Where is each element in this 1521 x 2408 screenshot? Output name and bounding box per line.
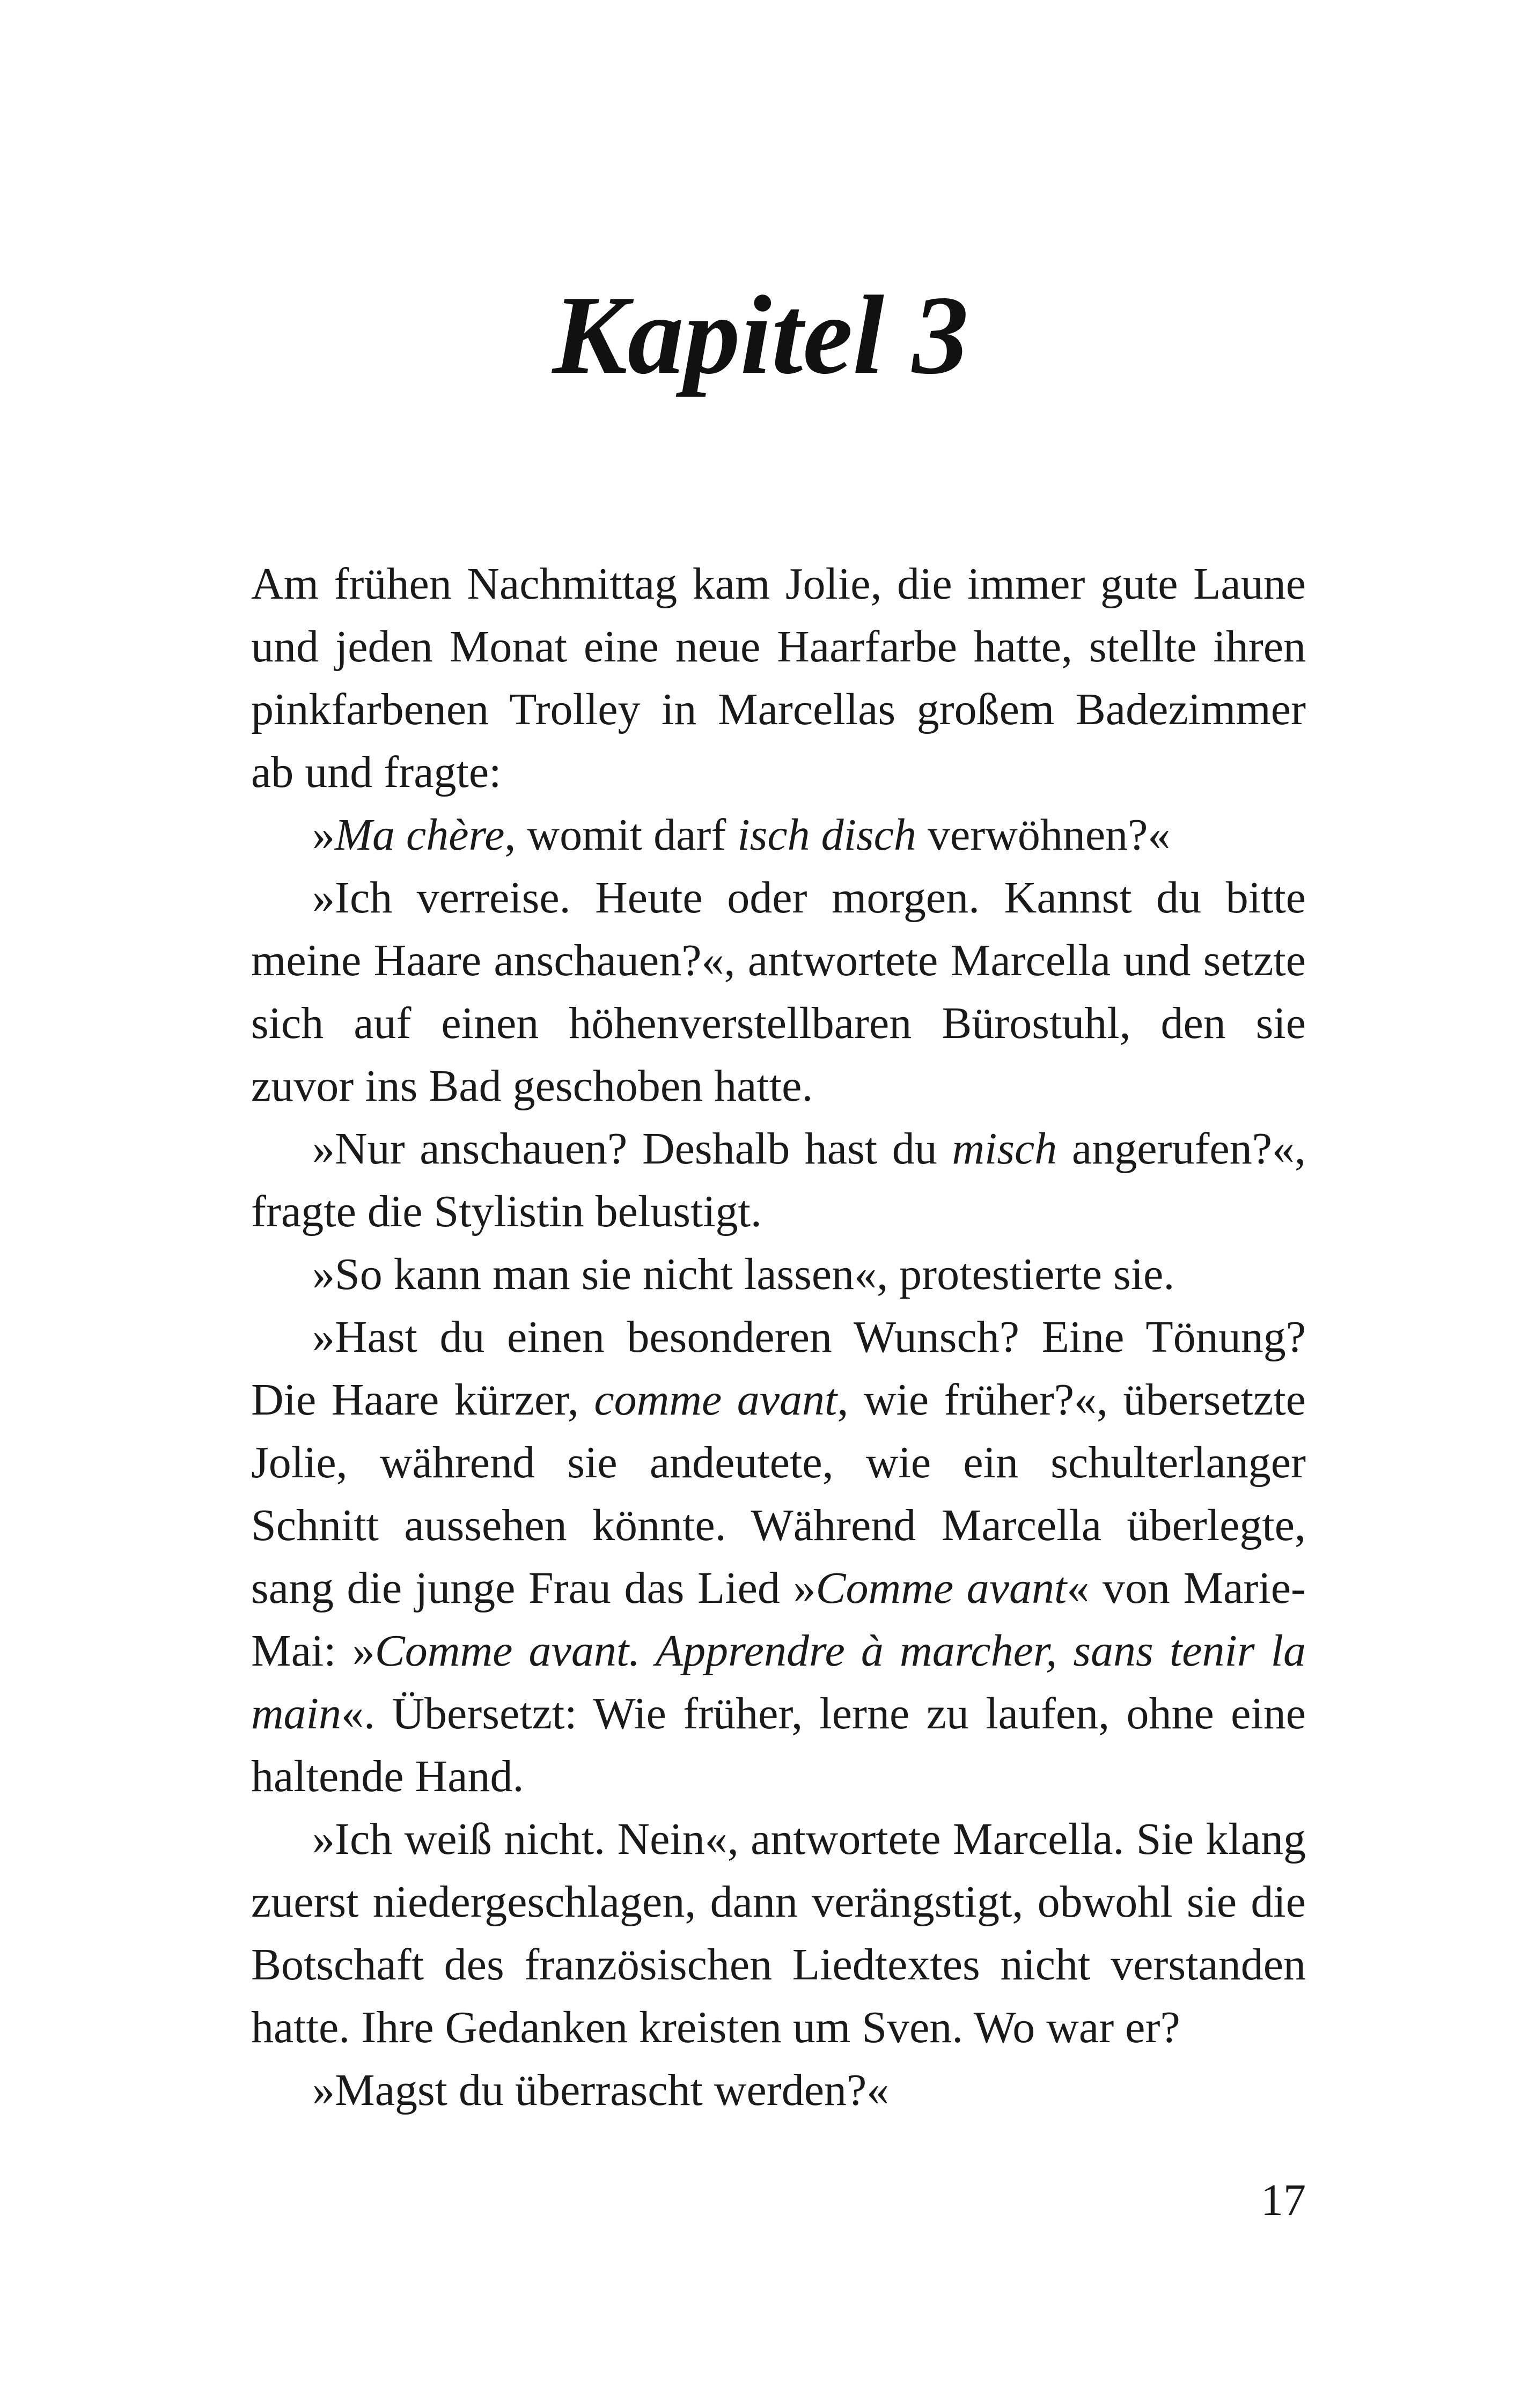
text-run: »Hast du einen besonderen Wunsch? Eine Tönung? Die Haare kürzer,	[251, 1312, 1306, 1425]
paragraph	[251, 1117, 1306, 1243]
italic-text: Comme avant. Apprendre à marcher, sans tenir la main	[251, 1626, 1306, 1739]
text-run: »Magst du überrascht werden?«	[312, 2065, 890, 2115]
italic-text: Comme avant	[815, 1563, 1067, 1613]
text-run: »Ich verreise. Heute oder morgen. Kannst du bitte meine Haare anschauen?«, antwortete Marcella und setzte sich auf einen höhenverstellbaren Bürostuhl, den sie zuvor ins Bad geschoben hatte.	[251, 873, 1306, 1111]
paragraph	[251, 866, 1306, 1117]
paragraph	[251, 1808, 1306, 2059]
chapter-body-text	[251, 553, 1306, 2122]
text-run: « von Marie-Mai: »	[251, 1563, 1306, 1676]
text-run: , wie früher?«, übersetzte Jolie, während sie andeutete, wie ein schulterlanger Schnitt aussehen könnte. Während Marcella überlegte, sang die junge Frau das Lied »	[251, 1375, 1306, 1613]
paragraph	[251, 1306, 1306, 1808]
text-run: »Nur anschauen? Deshalb hast du	[312, 1124, 952, 1174]
text-run: »	[312, 810, 335, 860]
page-number: 17	[1261, 2175, 1306, 2225]
paragraph	[251, 2059, 1306, 2122]
text-run: Am frühen Nachmittag kam Jolie, die immer gute Laune und jeden Monat eine neue Haarfarbe hatte, stellte ihren pinkfarbenen Trolley in Marcellas großem Badezimmer ab und fragte:	[251, 559, 1306, 797]
italic-text: Ma chère	[335, 810, 505, 860]
italic-text: isch disch	[737, 810, 916, 860]
chapter-title: Kapitel 3	[552, 273, 969, 397]
italic-text: comme avant	[594, 1375, 837, 1425]
text-run: »Ich weiß nicht. Nein«, antwortete Marcella. Sie klang zuerst niedergeschlagen, dann verängstigt, obwohl sie die Botschaft des französischen Liedtextes nicht verstanden hatte. Ihre Gedanken kreisten um Sven. Wo war er?	[251, 1814, 1306, 2052]
paragraph	[251, 553, 1306, 804]
text-run: verwöhnen?«	[916, 810, 1171, 860]
text-run: , womit darf	[504, 810, 738, 860]
text-run: »So kann man sie nicht lassen«, protestierte sie.	[312, 1249, 1175, 1299]
italic-text: misch	[952, 1124, 1057, 1174]
text-run: «. Übersetzt: Wie früher, lerne zu laufen, ohne eine haltende Hand.	[251, 1689, 1306, 1801]
paragraph	[251, 804, 1306, 866]
text-run: angerufen?«, fragte die Stylistin belustigt.	[251, 1124, 1306, 1236]
paragraph	[251, 1243, 1306, 1306]
